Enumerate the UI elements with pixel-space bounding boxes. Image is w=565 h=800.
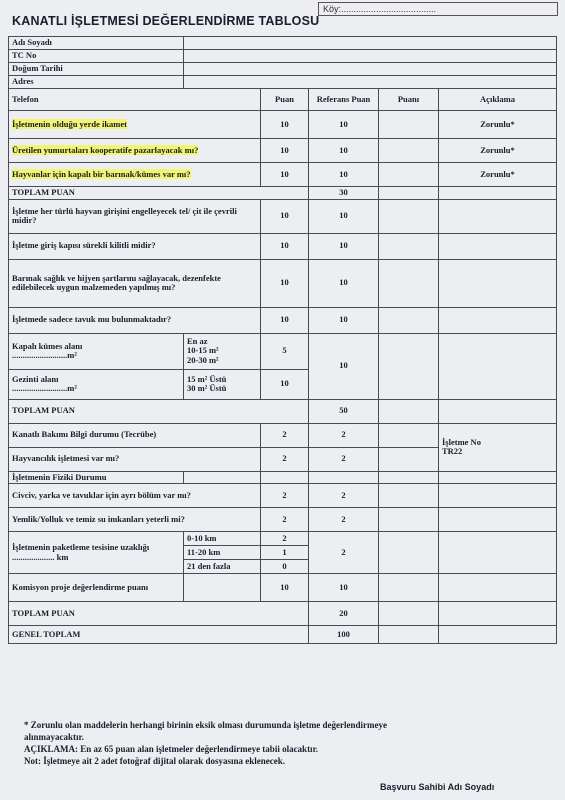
puan-civciv: 2 (261, 484, 309, 508)
row-kooperatif (9, 139, 557, 163)
label-tavuk: İşletmede sadece tavuk mu bulunmaktadır? (9, 307, 261, 333)
label-gezinti: Gezinti alanı ..........................m² (9, 369, 184, 399)
row-tc (9, 50, 557, 63)
ref-kapi: 10 (309, 233, 379, 259)
label-tc: TC No (9, 50, 184, 63)
score-kapali[interactable] (379, 163, 439, 187)
score-toplam1[interactable] (379, 187, 439, 200)
row-adres (9, 76, 557, 89)
ref-civciv: 2 (309, 484, 379, 508)
ref-genel: 100 (309, 626, 379, 644)
label-adres: Adres (9, 76, 184, 89)
label-kooperatif: Üretilen yumurtaları kooperatife pazarlayacak mı? (12, 144, 199, 155)
row-dogum (9, 63, 557, 76)
score-toplam3[interactable] (379, 602, 439, 626)
label-yemlik: Yemlik/Yolluk ve temiz su imkanları yeterli mi? (9, 508, 261, 532)
label-toplam3: TOPLAM PUAN (9, 602, 309, 626)
unit-gezinti: ..........................m² (12, 383, 77, 393)
label-paketleme: İşletmenin paketleme tesisine uzaklığı .................... km (9, 532, 184, 574)
puan-kumes: 5 (261, 333, 309, 369)
form-title: KANATLI İŞLETMESİ DEĞERLENDİRME TABLOSU (12, 14, 320, 28)
label-dogum: Doğum Tarihi (9, 63, 184, 76)
ref-kumes-gezinti: 10 (309, 333, 379, 399)
score-kooperatif[interactable] (379, 139, 439, 163)
puan-kapali: 10 (261, 163, 309, 187)
footnote-aciklama: AÇIKLAMA: En az 65 puan alan işletmeler değerlendirmeye tabii olacaktır. (24, 744, 318, 754)
ref-paketleme: 2 (309, 532, 379, 574)
label-tel-cit: İşletme her türlü hayvan girişini engelleyecek tel/ çit ile çevrili midir? (9, 199, 261, 233)
note-kapali: Zorunlu* (439, 163, 557, 187)
label-kumes: Kapalı kümes alanı ..........................m² (9, 333, 184, 369)
label-komisyon: Komisyon proje değerlendirme puanı (9, 574, 184, 602)
label-ikamet: İşletmenin olduğu yerde ikamet (12, 118, 127, 129)
range-kumes: En az 10-15 m² 20-30 m² (184, 333, 261, 369)
label-hayvancilik: Hayvancılık işletmesi var mı? (9, 447, 261, 471)
label-kapali: Hayvanlar için kapalı bir barınak/kümes var mı? (12, 168, 191, 179)
puan-11-20: 1 (261, 546, 309, 560)
note-isletme-no: İşletme No TR22 (439, 423, 557, 471)
puan-barinak: 10 (261, 259, 309, 307)
puan-yemlik: 2 (261, 508, 309, 532)
score-genel[interactable] (379, 626, 439, 644)
puan-21-plus: 0 (261, 560, 309, 574)
ref-tavuk: 10 (309, 307, 379, 333)
evaluation-table (8, 36, 557, 644)
row-kumes (9, 333, 557, 369)
score-paketleme[interactable] (379, 532, 439, 574)
score-tavuk[interactable] (379, 307, 439, 333)
label-telefon: Telefon (9, 89, 261, 111)
label-bakim: Kanatlı Bakımı Bilgi durumu (Tecrübe) (9, 423, 261, 447)
row-tel-cit (9, 199, 557, 233)
puan-0-10: 2 (261, 532, 309, 546)
row-barinak (9, 259, 557, 307)
puan-gezinti: 10 (261, 369, 309, 399)
row-toplam2 (9, 399, 557, 423)
score-komisyon[interactable] (379, 574, 439, 602)
row-civciv (9, 484, 557, 508)
puan-komisyon: 10 (261, 574, 309, 602)
ref-barinak: 10 (309, 259, 379, 307)
row-genel (9, 626, 557, 644)
distance-0-10: 0-10 km (184, 532, 261, 546)
score-hayvancilik[interactable] (379, 447, 439, 471)
label-civciv: Civciv, yarka ve tavuklar için ayrı bölüm var mı? (9, 484, 261, 508)
row-yemlik (9, 508, 557, 532)
row-ikamet (9, 111, 557, 139)
koy-field[interactable]: Köy:...................................... (318, 2, 558, 16)
input-tc[interactable] (184, 50, 557, 63)
puan-kapi: 10 (261, 233, 309, 259)
puan-kooperatif: 10 (261, 139, 309, 163)
footnote-not: Not: İşletmeye ait 2 adet fotoğraf dijital olarak dosyasına eklenecek. (24, 756, 285, 766)
puan-bakim: 2 (261, 423, 309, 447)
distance-21-plus: 21 den fazla (184, 560, 261, 574)
input-adres[interactable] (184, 76, 557, 89)
unit-paketleme: .................... km (12, 551, 69, 562)
row-kapi (9, 233, 557, 259)
ref-ikamet: 10 (309, 111, 379, 139)
col-aciklama: Açıklama (439, 89, 557, 111)
puan-tel-cit: 10 (261, 199, 309, 233)
label-fiziki: İşletmenin Fiziki Durumu (9, 471, 184, 484)
row-fiziki (9, 471, 557, 484)
score-bakim[interactable] (379, 423, 439, 447)
label-toplam2: TOPLAM PUAN (9, 399, 309, 423)
ref-toplam2: 50 (309, 399, 379, 423)
puan-ikamet: 10 (261, 111, 309, 139)
ref-kapali: 10 (309, 163, 379, 187)
ref-toplam3: 20 (309, 602, 379, 626)
score-yemlik[interactable] (379, 508, 439, 532)
score-toplam2[interactable] (379, 399, 439, 423)
col-referans: Referans Puan (309, 89, 379, 111)
score-kapi[interactable] (379, 233, 439, 259)
label-kapi: İşletme giriş kapısı sürekli kilitli midir? (9, 233, 261, 259)
row-kapali (9, 163, 557, 187)
score-kumes-gezinti[interactable] (379, 333, 439, 399)
signature-label: Başvuru Sahibi Adı Soyadı (380, 782, 495, 792)
score-tel-cit[interactable] (379, 199, 439, 233)
footnote-zorunlu-cont: alınmayacaktır. (24, 732, 84, 742)
row-toplam3 (9, 602, 557, 626)
note-ikamet: Zorunlu* (439, 111, 557, 139)
row-telefon-header (9, 89, 557, 111)
ref-komisyon: 10 (309, 574, 379, 602)
row-bakim (9, 423, 557, 447)
row-paketleme-1 (9, 532, 557, 546)
note-kooperatif: Zorunlu* (439, 139, 557, 163)
score-civciv[interactable] (379, 484, 439, 508)
label-ad-soyadi: Adı Soyadı (9, 37, 184, 50)
puan-tavuk: 10 (261, 307, 309, 333)
score-barinak[interactable] (379, 259, 439, 307)
row-tavuk (9, 307, 557, 333)
label-toplam1: TOPLAM PUAN (9, 187, 309, 200)
ref-kooperatif: 10 (309, 139, 379, 163)
row-ad-soyadi (9, 37, 557, 50)
score-ikamet[interactable] (379, 111, 439, 139)
ref-hayvancilik: 2 (309, 447, 379, 471)
unit-kumes: ..........................m² (12, 350, 77, 360)
label-barinak: Barınak sağlık ve hijyen şartlarını sağlayacak, dezenfekte edilebilecek uygun malzemeden yapılmış mı? (9, 259, 261, 307)
col-puan: Puan (261, 89, 309, 111)
row-komisyon (9, 574, 557, 602)
input-dogum[interactable] (184, 63, 557, 76)
row-toplam1 (9, 187, 557, 200)
ref-tel-cit: 10 (309, 199, 379, 233)
ref-bakim: 2 (309, 423, 379, 447)
ref-toplam1: 30 (309, 187, 379, 200)
ref-yemlik: 2 (309, 508, 379, 532)
label-genel: GENEL TOPLAM (9, 626, 309, 644)
range-gezinti: 15 m² Üstü 30 m² Üstü (184, 369, 261, 399)
puan-hayvancilik: 2 (261, 447, 309, 471)
input-ad-soyadi[interactable] (184, 37, 557, 50)
distance-11-20: 11-20 km (184, 546, 261, 560)
footnote-zorunlu: * Zorunlu olan maddelerin herhangi birinin eksik olması durumunda işletme değerlendirmeye (24, 720, 388, 730)
col-puani: Puanı (379, 89, 439, 111)
